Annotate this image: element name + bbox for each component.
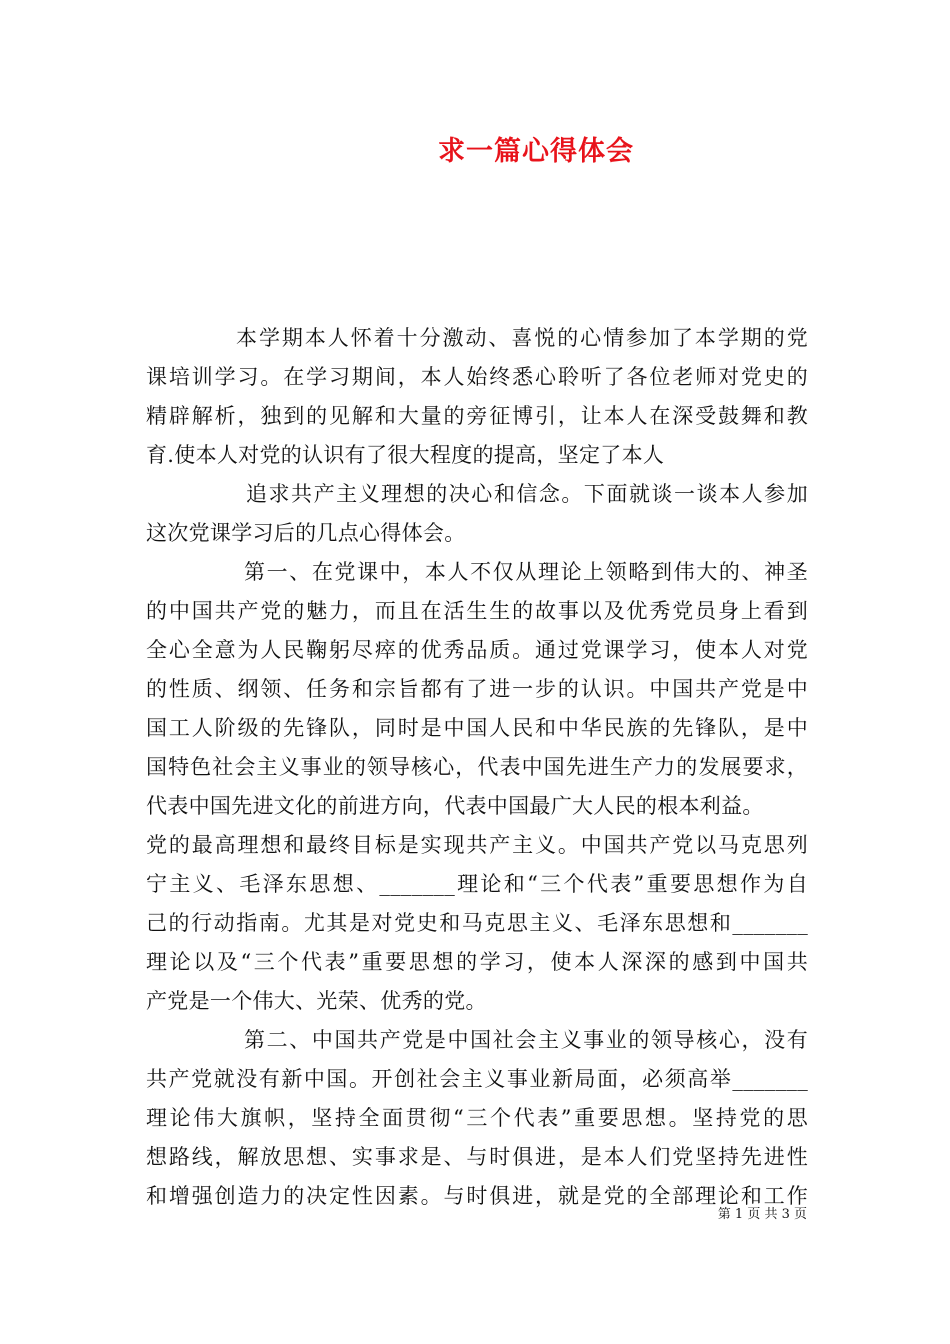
text-line: 国特色社会主义事业的领导核心，代表中国先进生产力的发展要求， — [146, 755, 808, 779]
text-line: 产党是一个伟大、光荣、优秀的党。 — [146, 989, 487, 1013]
text-line: 代表中国先进文化的前进方向，代表中国最广大人民的根本利益。 — [146, 794, 764, 818]
text-line: 育.使本人对党的认识有了很大程度的提高，坚定了本人 — [146, 443, 665, 467]
text-line: 宁主义、毛泽东思想、_______理论和“三个代表”重要思想作为自 — [146, 872, 808, 896]
text-line: 和增强创造力的决定性因素。与时俱进，就是党的全部理论和工作 — [146, 1184, 808, 1208]
text-line: 课培训学习。在学习期间，本人始终悉心聆听了各位老师对党史的 — [146, 365, 808, 389]
text-line: 第一、在党课中，本人不仅从理论上领略到伟大的、神圣 — [244, 560, 808, 584]
text-line: 追求共产主义理想的决心和信念。下面就谈一谈本人参加 — [246, 482, 808, 506]
text-line: 国工人阶级的先锋队，同时是中国人民和中华民族的先锋队，是中 — [146, 716, 808, 740]
text-line: 这次党课学习后的几点心得体会。 — [146, 521, 466, 545]
text-line: 理论伟大旗帜，坚持全面贯彻“三个代表”重要思想。坚持党的思 — [146, 1106, 808, 1130]
text-line: 想路线，解放思想、实事求是、与时俱进，是本人们党坚持先进性 — [146, 1145, 808, 1169]
text-line: 全心全意为人民鞠躬尽瘁的优秀品质。通过党课学习，使本人对党 — [146, 638, 808, 662]
text-line: 的中国共产党的魅力，而且在活生生的故事以及优秀党员身上看到 — [146, 599, 808, 623]
text-line: 精辟解析，独到的见解和大量的旁征博引，让本人在深受鼓舞和教 — [146, 404, 808, 428]
text-line: 的性质、纲领、任务和宗旨都有了进一步的认识。中国共产党是中 — [146, 677, 808, 701]
text-line: 理论以及“三个代表”重要思想的学习，使本人深深的感到中国共 — [146, 950, 808, 974]
text-line: 党的最高理想和最终目标是实现共产主义。中国共产党以马克思列 — [146, 833, 808, 857]
document-title: 求一篇心得体会 — [438, 136, 634, 167]
text-line: 本学期本人怀着十分激动、喜悦的心情参加了本学期的党 — [236, 326, 808, 350]
text-line: 第二、中国共产党是中国社会主义事业的领导核心，没有 — [244, 1028, 808, 1052]
text-line: 共产党就没有新中国。开创社会主义事业新局面，必须高举_______ — [146, 1067, 808, 1091]
text-line: 己的行动指南。尤其是对党史和马克思主义、毛泽东思想和_______ — [146, 911, 808, 935]
page-number: 第 1 页 共 3 页 — [717, 1207, 807, 1222]
